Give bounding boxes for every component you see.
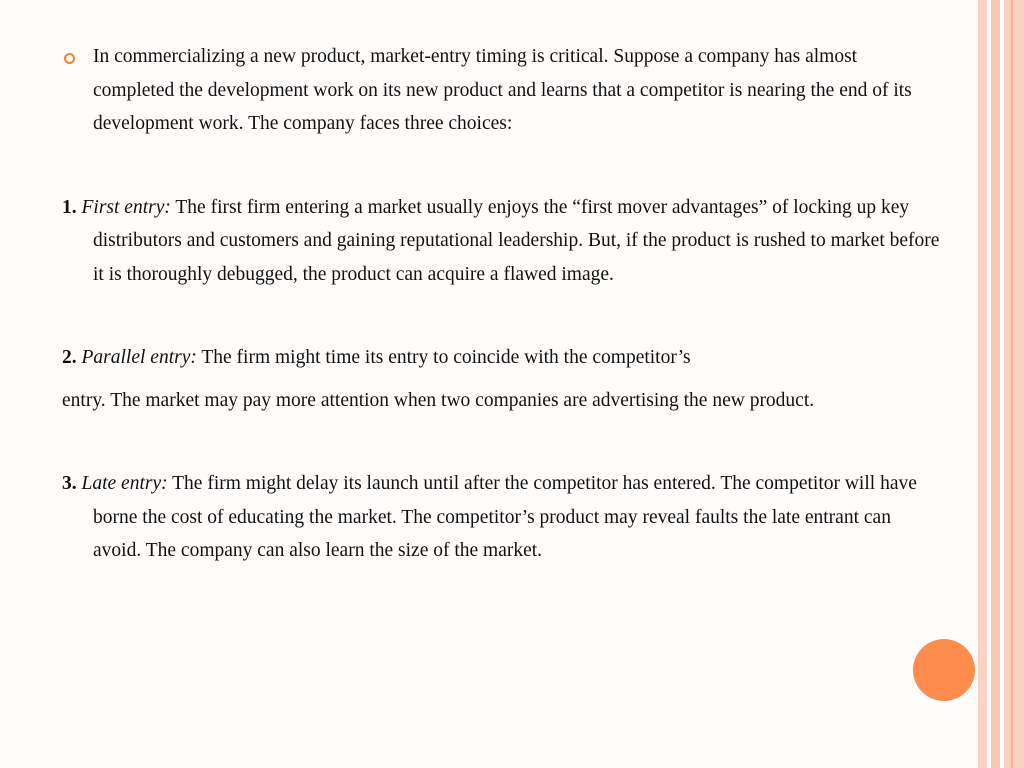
border-stripe — [1011, 0, 1013, 768]
item-term: First entry: — [81, 196, 171, 218]
decorative-circle — [913, 639, 975, 701]
bullet-icon — [64, 53, 75, 64]
border-stripe — [978, 0, 987, 768]
slide-body — [62, 40, 942, 568]
intro-text: In commercializing a new product, market-entry timing is critical. Suppose a company has almost completed the development work on its new product and learns that a competitor is nearing the end of its development work. The company faces three choices: — [93, 46, 912, 134]
list-item-parallel-entry-continuation — [62, 384, 942, 418]
item-continuation-text: entry. The market may pay more attention when two companies are advertising the new product. — [62, 389, 815, 411]
item-number: 1. — [62, 196, 77, 218]
item-text: The firm might delay its launch until after the competitor has entered. The competitor will have borne the cost of educating the market. The competitor’s product may reveal faults the late entrant can avoid. The company can also learn the size of the market. — [93, 473, 917, 561]
item-term: Late entry: — [81, 473, 168, 494]
list-item-parallel-entry — [62, 341, 942, 375]
list-item-late-entry — [62, 467, 942, 568]
item-number: 2. — [62, 347, 77, 368]
item-text: The firm might time its entry to coincide with the competitor’s — [196, 347, 691, 368]
item-number: 3. — [62, 473, 77, 494]
border-stripe — [1004, 0, 1024, 768]
item-term: Parallel entry: — [81, 347, 197, 368]
item-text: The first firm entering a market usually enjoys the “first mover advantages” of locking up key distributors and customers and gaining reputational leadership. But, if the product is rushed to market before it is thoroughly debugged, the product can acquire a flawed image. — [93, 196, 940, 285]
intro-paragraph — [62, 40, 942, 141]
list-item-first-entry — [62, 191, 942, 292]
border-stripe — [991, 0, 1000, 768]
